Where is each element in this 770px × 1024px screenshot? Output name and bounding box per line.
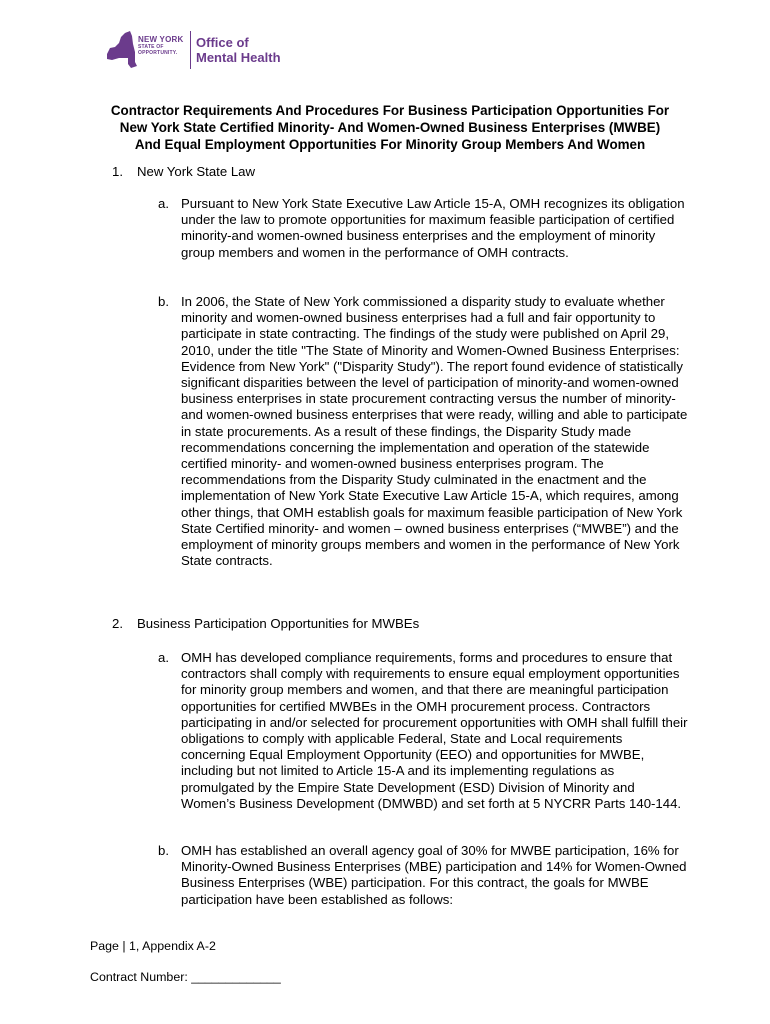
- title-line-1: Contractor Requirements And Procedures For Business Participation Opportunities For: [110, 103, 670, 118]
- office-wordmark: [196, 35, 281, 65]
- section-2-heading: [112, 616, 419, 632]
- item-letter: b.: [158, 294, 169, 309]
- omh-logo: [104, 28, 294, 74]
- new-york-state-map-icon: [104, 28, 138, 72]
- document-title: [96, 102, 684, 153]
- section-1-heading: [112, 164, 255, 180]
- item-text: In 2006, the State of New York commissioned a disparity study to evaluate whether minority and women-owned business enterprises had a full and fair opportunity to participate in state contracting. The findings of the study were published on April 29, 2010, under the title "The State of Minority and Women-Owned Business Enterprises: Evidence from New York" ("Disparity Study"). The report found evidence of statistically significant disparities between the level of participation of minority-and women-owned business enterprises in state procurement contracting versus the number of minority-and women-owned business enterprises that were ready, willing and able to participate in state procurements. As a result of these findings, the Disparity Study made recommendations concerning the implementation and operation of the statewide certified minority- and women-owned business enterprises program. The recommendations from the Disparity Study culminated in the enactment and the implementation of New York State Executive Law Article 15-A, which requires, among other things, that OMH establish goals for maximum feasible participation of New York State Certified minority- and women – owned business enterprises (“MWBE”) and the employment of minority groups members and women in the performance of New York State contracts.: [181, 294, 688, 569]
- section-2-item-b: [158, 843, 690, 908]
- state-wordmark: [138, 36, 183, 56]
- section-2-item-a: [158, 650, 690, 812]
- item-text: OMH has established an overall agency goal of 30% for MWBE participation, 16% for Minority-Owned Business Enterprises (MBE) participation and 14% for Women-Owned Business Enterprises (WBE) participation. For this contract, the goals for MWBE participation have been established as follows:: [181, 843, 687, 907]
- item-text: Pursuant to New York State Executive Law Article 15-A, OMH recognizes its obligation under the law to promote opportunities for maximum feasible participation of certified minority-and women-owned business enterprises and the employment of minority group members and women in the performance of OMH contracts.: [181, 196, 685, 260]
- item-letter: a.: [158, 196, 169, 211]
- contract-number-line: Contract Number: _____________: [90, 970, 281, 984]
- title-line-3: And Equal Employment Opportunities For Minority Group Members And Women: [134, 137, 646, 152]
- section-1-title: New York State Law: [137, 164, 256, 179]
- item-text: OMH has developed compliance requirements, forms and procedures to ensure that contractors shall comply with requirements to ensure equal employment opportunities for minority group members and women, and that there are meaningful participation opportunities for certified MWBEs in the OMH procurement process. Contractors participating in and/or selected for procurement opportunities with OMH shall fulfill their obligations to comply with applicable Federal, State and Local requirements concerning Equal Employment Opportunity (EEO) and opportunities for MWBE, including but not limited to Article 15-A and its implementing regulations as promulgated by the Empire State Development (ESD) Division of Minority and Women’s Business Development (DMWBD) and set forth at 5 NYCRR Parts 140-144.: [181, 650, 688, 811]
- section-2-title: Business Participation Opportunities for MWBEs: [137, 616, 420, 631]
- section-2-number: 2.: [112, 616, 123, 631]
- state-tagline-1: STATE OF: [138, 44, 164, 50]
- item-letter: a.: [158, 650, 169, 665]
- section-1-item-b: [158, 294, 690, 569]
- state-tagline-2: OPPORTUNITY.: [138, 50, 178, 56]
- section-1-number: 1.: [112, 164, 123, 179]
- item-letter: b.: [158, 843, 169, 858]
- logo-divider: [190, 31, 191, 69]
- office-line-1: Office of: [196, 35, 249, 50]
- title-line-2: New York State Certified Minority- And Women-Owned Business Enterprises (MWBE): [119, 120, 661, 135]
- office-line-2: Mental Health: [196, 50, 281, 65]
- section-1-item-a: [158, 196, 690, 261]
- state-name: NEW YORK: [138, 35, 184, 44]
- page-footer: Page | 1, Appendix A-2: [90, 939, 216, 953]
